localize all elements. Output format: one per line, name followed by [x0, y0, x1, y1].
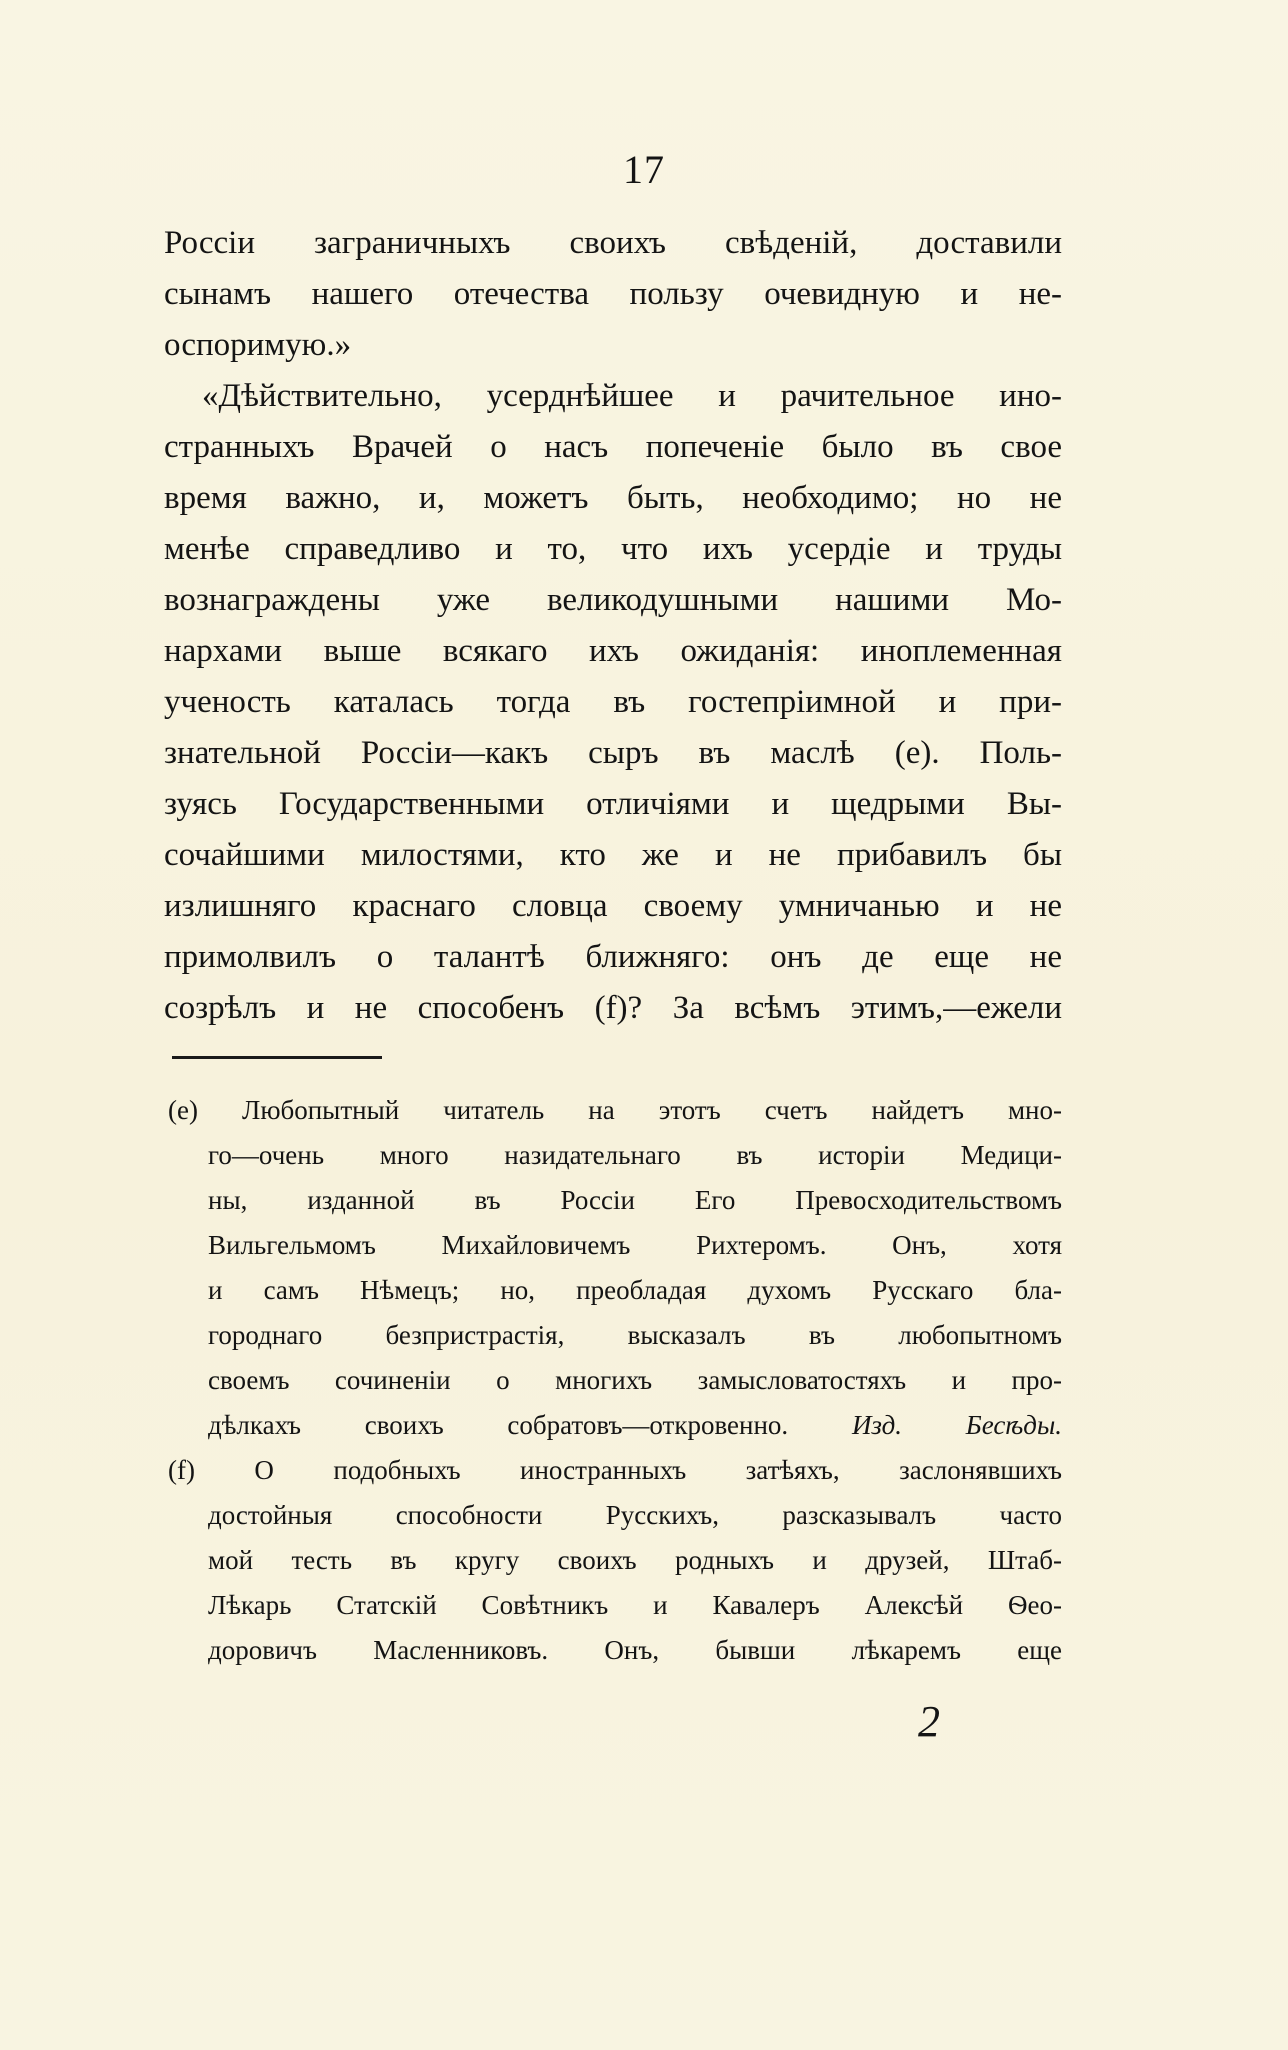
text-line: зуясь Государственными отличіями и щедрыми Вы-	[164, 786, 1062, 822]
text-line: созрѣлъ и не способенъ (f)? За всѣмъ этимъ,—ежели	[164, 990, 1062, 1026]
main-text	[164, 218, 1062, 1034]
footnote-line: мой тесть въ кругу своихъ родныхъ и друзей, Штаб-	[208, 1545, 1062, 1575]
text-line: сочайшими милостями, кто же и не прибавилъ бы	[164, 837, 1062, 873]
text-line: нархами выше всякаго ихъ ожиданія: иноплеменная	[164, 633, 1062, 669]
text-line: время важно, и, можетъ быть, необходимо; но не	[164, 480, 1062, 516]
text-line: менѣе справедливо и то, что ихъ усердіе и труды	[164, 531, 1062, 567]
text-line: странныхъ Врачей о насъ попеченіе было въ свое	[164, 429, 1062, 465]
footnote-line: ны, изданной въ Россіи Его Превосходительствомъ	[208, 1185, 1062, 1215]
footnote-line: Лѣкарь Статскій Совѣтникъ и Кавалеръ Алексѣй Ѳео-	[208, 1590, 1062, 1620]
footnote-line: и самъ Нѣмецъ; но, преобладая духомъ Русскаго бла-	[208, 1275, 1062, 1305]
text-line: вознаграждены уже великодушными нашими Мо-	[164, 582, 1062, 618]
text-line: сынамъ нашего отечества пользу очевидную и не-	[164, 276, 1062, 312]
footnotes	[168, 1088, 1062, 1673]
footnote-line: (e) Любопытный читатель на этотъ счетъ найдетъ мно-	[168, 1095, 1062, 1125]
footnote-line: (f) О подобныхъ иностранныхъ затѣяхъ, заслонявшихъ	[168, 1455, 1062, 1485]
footnote-line: достойныя способности Русскихъ, разсказывалъ часто	[208, 1500, 1062, 1530]
footnote-line: доровичъ Масленниковъ. Онъ, бывши лѣкаремъ еще	[208, 1635, 1062, 1665]
footnote-attribution: Изд. Бесѣды.	[851, 1410, 1063, 1440]
signature-mark: 2	[918, 1697, 940, 1746]
text-line: примолвилъ о талантѣ ближняго: онъ де еще не	[164, 939, 1062, 975]
footnote-separator	[172, 1056, 382, 1059]
text-line: излишняго краснаго словца своему умничанью и не	[164, 888, 1062, 924]
text-line: знательной Россіи—какъ сыръ въ маслѣ (e). Поль-	[164, 735, 1062, 771]
footnote-f	[168, 1448, 1062, 1673]
text-line: ученость каталась тогда въ гостепріимной и при-	[164, 684, 1062, 720]
text-line: оспоримую.»	[164, 327, 352, 363]
text-line: Россіи заграничныхъ своихъ свѣденій, доставили	[164, 225, 1062, 261]
page-number: 17	[623, 147, 665, 192]
footnote-line-text: дѣлкахъ своихъ собратовъ—откровенно.	[208, 1410, 789, 1440]
text-line: «Дѣйствительно, усерднѣйшее и рачительное ино-	[202, 378, 1062, 414]
footnote-e	[168, 1088, 1062, 1448]
footnote-last-line	[168, 1403, 1062, 1448]
footnote-line: го—очень много назидательнаго въ исторіи Медици-	[208, 1140, 1062, 1170]
footnote-line: Вильгельмомъ Михайловичемъ Рихтеромъ. Онъ, хотя	[208, 1230, 1062, 1260]
footnote-line: городнаго безпристрастія, высказалъ въ любопытномъ	[208, 1320, 1062, 1350]
footnote-line: своемъ сочиненіи о многихъ замысловатостяхъ и про-	[208, 1365, 1062, 1395]
